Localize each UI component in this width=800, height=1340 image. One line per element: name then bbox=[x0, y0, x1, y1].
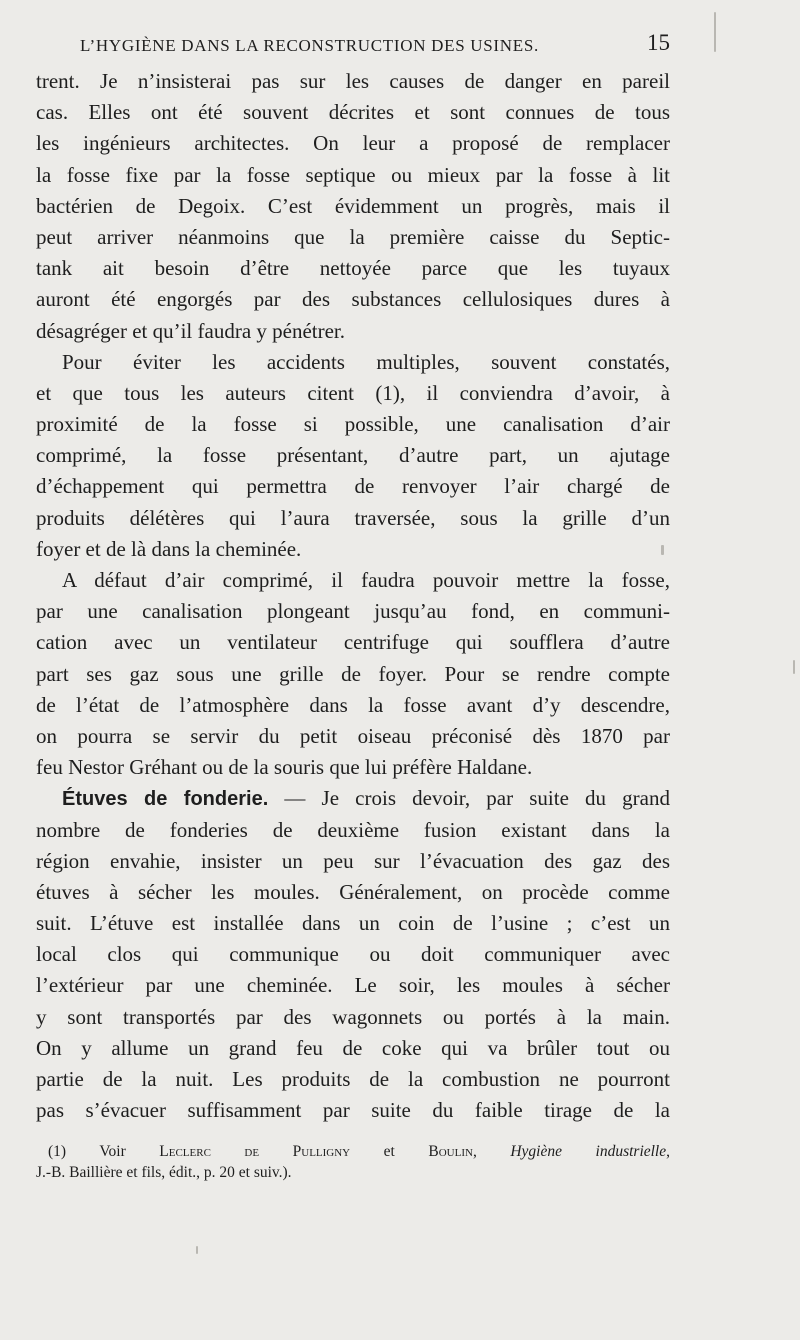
text-line-paragraph-start: A défaut d’air comprimé, il faudra pouvoir mettre la fosse, bbox=[62, 568, 670, 592]
footnote-author: Leclerc de Pulligny bbox=[159, 1143, 351, 1160]
footnote-line bbox=[36, 1141, 670, 1162]
text-line: produits délétères qui l’aura traversée, sous la grille d’un bbox=[36, 505, 670, 530]
section-heading-continuation: — Je crois devoir, par suite du grand bbox=[284, 786, 670, 811]
footnote-author: Boulin bbox=[428, 1143, 473, 1160]
section-heading: Étuves de fonderie. bbox=[62, 788, 269, 811]
text-line: trent. Je n’insisterai pas sur les causes de danger en pareil bbox=[36, 69, 670, 93]
text-line: de l’état de l’atmosphère dans la fosse avant d’y descendre, bbox=[36, 692, 670, 717]
footnote-conjunction: et bbox=[350, 1143, 429, 1160]
text-line: comprimé, la fosse présentant, d’autre part, un ajutage bbox=[36, 443, 670, 468]
footnote-separator: , bbox=[472, 1143, 511, 1160]
running-head-title: L’HYGIÈNE DANS LA RECONSTRUCTION DES USINES. bbox=[80, 36, 539, 55]
text-line: et que tous les auteurs citent (1), il conviendra d’avoir, à bbox=[36, 380, 670, 405]
text-line: par une canalisation plongeant jusqu’au fond, en communi- bbox=[36, 599, 670, 624]
text-line: On y allume un grand feu de coke qui va brûler tout ou bbox=[36, 1035, 670, 1060]
text-line: foyer et de là dans la cheminée. bbox=[36, 536, 302, 561]
text-line: les ingénieurs architectes. On leur a proposé de remplacer bbox=[36, 131, 670, 156]
paper-speck bbox=[793, 660, 795, 674]
footnote-book-title: Hygiène industrielle bbox=[510, 1143, 667, 1160]
text-line: cation avec un ventilateur centrifuge qui soufflera d’autre bbox=[36, 630, 670, 655]
running-head bbox=[34, 30, 670, 62]
text-line-paragraph-start: Pour éviter les accidents multiples, souvent constatés, bbox=[62, 349, 670, 374]
text-line: cas. Elles ont été souvent décrites et sont connues de tous bbox=[36, 100, 670, 125]
footnote bbox=[36, 1141, 670, 1183]
text-line: feu Nestor Gréhant ou de la souris que lui préfère Haldane. bbox=[36, 755, 533, 780]
text-line: bactérien de Degoix. C’est évidemment un progrès, mais il bbox=[36, 193, 670, 218]
text-line: local clos qui communique ou doit communiquer avec bbox=[36, 942, 670, 967]
paper-speck bbox=[714, 12, 716, 52]
text-line: y sont transportés par des wagonnets ou portés à la main. bbox=[36, 1004, 670, 1029]
text-line: pas s’évacuer suffisamment par suite du faible tirage de la bbox=[36, 1098, 670, 1123]
text-line: part ses gaz sous une grille de foyer. Pour se rendre compte bbox=[36, 661, 670, 686]
page-number: 15 bbox=[647, 30, 670, 55]
text-line: tank ait besoin d’être nettoyée parce que les tuyaux bbox=[36, 256, 670, 281]
text-line: nombre de fonderies de deuxième fusion existant dans la bbox=[36, 817, 670, 842]
footnote-punctuation: , bbox=[666, 1143, 670, 1160]
paper-speck bbox=[196, 1246, 198, 1254]
text-line: d’échappement qui permettra de renvoyer l’air chargé de bbox=[36, 474, 670, 499]
body-text bbox=[36, 66, 670, 1126]
text-line: on pourra se servir du petit oiseau préconisé dès 1870 par bbox=[36, 723, 670, 748]
text-line: auront été engorgés par des substances cellulosiques dures à bbox=[36, 287, 670, 312]
text-line: peut arriver néanmoins que la première caisse du Septic- bbox=[36, 224, 670, 249]
section-heading-line bbox=[36, 783, 670, 814]
text-line: partie de la nuit. Les produits de la combustion ne pourront bbox=[36, 1067, 670, 1091]
paper-speck bbox=[661, 545, 664, 555]
text-line: proximité de la fosse si possible, une canalisation d’air bbox=[36, 412, 670, 437]
text-line: la fosse fixe par la fosse septique ou mieux par la fosse à lit bbox=[36, 162, 670, 187]
text-line: suit. L’étuve est installée dans un coin de l’usine ; c’est un bbox=[36, 911, 670, 936]
footnote-marker: (1) Voir bbox=[48, 1143, 160, 1160]
text-line: région envahie, insister un peu sur l’évacuation des gaz des bbox=[36, 848, 670, 873]
text-line: l’extérieur par une cheminée. Le soir, les moules à sécher bbox=[36, 973, 670, 998]
text-line: désagréger et qu’il faudra y pénétrer. bbox=[36, 318, 346, 343]
footnote-line: J.-B. Baillière et fils, édit., p. 20 et suiv.). bbox=[36, 1164, 292, 1181]
text-line: étuves à sécher les moules. Généralement, on procède comme bbox=[36, 879, 670, 904]
